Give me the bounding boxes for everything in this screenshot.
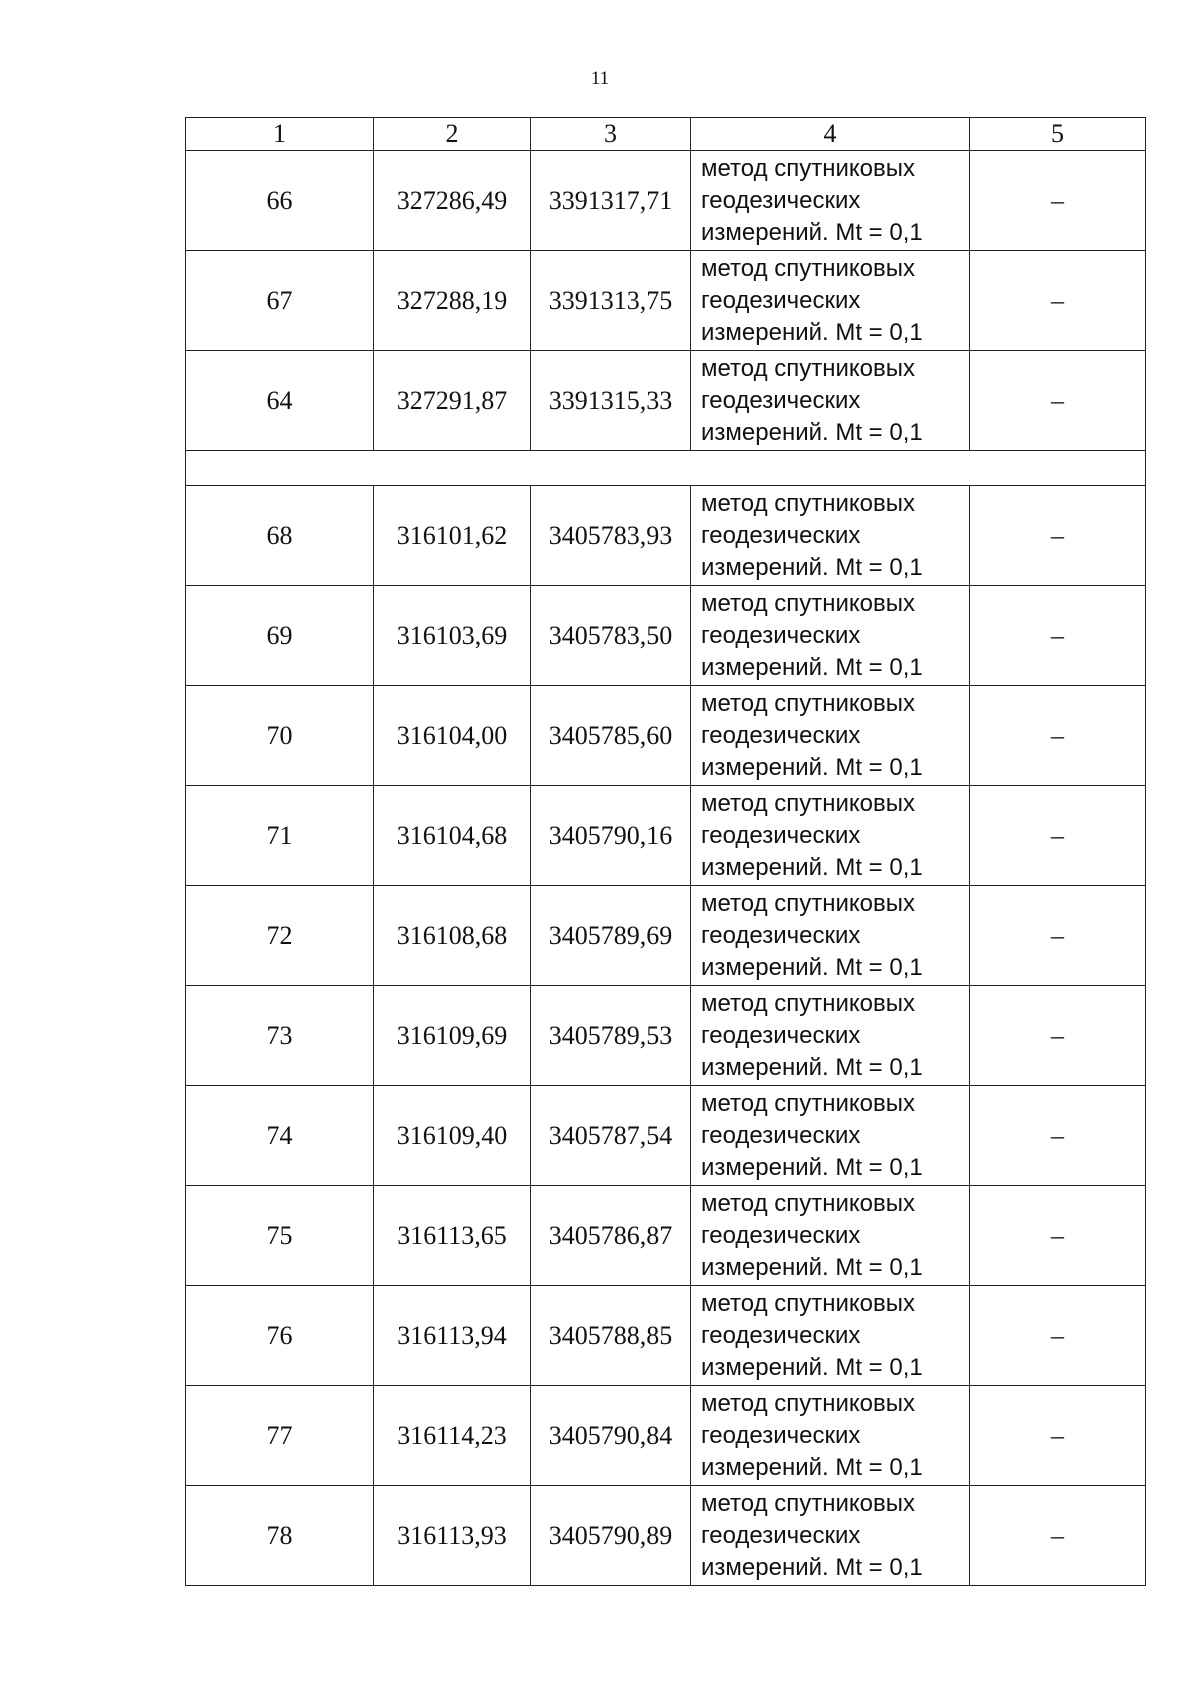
note-cell: – [970, 251, 1146, 351]
table-row [186, 151, 1146, 251]
point-number-cell: 75 [186, 1186, 374, 1286]
method-line: геодезических [701, 1221, 861, 1249]
method-line: измерений. Mt = 0,1 [701, 553, 923, 581]
table-row [186, 1086, 1146, 1186]
method-line: геодезических [701, 1521, 861, 1549]
table-row [186, 786, 1146, 886]
method-cell [691, 1286, 970, 1386]
x-coordinate-cell: 316109,69 [374, 986, 531, 1086]
x-coordinate-cell: 316108,68 [374, 886, 531, 986]
method-line: геодезических [701, 921, 861, 949]
y-coordinate-cell: 3405785,60 [531, 686, 691, 786]
y-coordinate-cell: 3405790,89 [531, 1486, 691, 1586]
y-coordinate-cell: 3405783,50 [531, 586, 691, 686]
y-coordinate-cell: 3391313,75 [531, 251, 691, 351]
y-coordinate-cell: 3405786,87 [531, 1186, 691, 1286]
method-line: геодезических [701, 721, 861, 749]
x-coordinate-cell: 316113,94 [374, 1286, 531, 1386]
method-cell [691, 486, 970, 586]
method-cell [691, 786, 970, 886]
method-line: метод спутниковых [701, 589, 916, 617]
column-header-3: 3 [531, 118, 691, 151]
y-coordinate-cell: 3405789,69 [531, 886, 691, 986]
column-header-5: 5 [970, 118, 1146, 151]
method-cell [691, 886, 970, 986]
coordinates-table-body [186, 118, 1146, 1586]
method-line: геодезических [701, 1321, 861, 1349]
note-cell: – [970, 1186, 1146, 1286]
point-number-cell: 67 [186, 251, 374, 351]
column-header-4: 4 [691, 118, 970, 151]
method-cell [691, 586, 970, 686]
method-line: метод спутниковых [701, 689, 916, 717]
x-coordinate-cell: 316114,23 [374, 1386, 531, 1486]
method-line: геодезических [701, 286, 861, 314]
method-line: геодезических [701, 386, 861, 414]
table-row [186, 351, 1146, 451]
point-number-cell: 73 [186, 986, 374, 1086]
note-cell: – [970, 486, 1146, 586]
point-number-cell: 66 [186, 151, 374, 251]
method-line: измерений. Mt = 0,1 [701, 1053, 923, 1081]
point-number-cell: 69 [186, 586, 374, 686]
x-coordinate-cell: 316113,93 [374, 1486, 531, 1586]
table-row [186, 251, 1146, 351]
table-row [186, 1386, 1146, 1486]
separator-row [186, 451, 1146, 486]
x-coordinate-cell: 316101,62 [374, 486, 531, 586]
method-line: геодезических [701, 186, 861, 214]
y-coordinate-cell: 3405790,16 [531, 786, 691, 886]
method-line: метод спутниковых [701, 489, 916, 517]
column-header-2: 2 [374, 118, 531, 151]
note-cell: – [970, 351, 1146, 451]
table-row [186, 1486, 1146, 1586]
method-line: метод спутниковых [701, 1089, 916, 1117]
method-line: измерений. Mt = 0,1 [701, 653, 923, 681]
method-line: геодезических [701, 1121, 861, 1149]
method-line: измерений. Mt = 0,1 [701, 853, 923, 881]
note-cell: – [970, 886, 1146, 986]
point-number-cell: 64 [186, 351, 374, 451]
separator-cell [186, 451, 1146, 486]
method-line: измерений. Mt = 0,1 [701, 753, 923, 781]
note-cell: – [970, 1086, 1146, 1186]
x-coordinate-cell: 316113,65 [374, 1186, 531, 1286]
page-number: 11 [590, 68, 610, 89]
note-cell: – [970, 151, 1146, 251]
method-line: метод спутниковых [701, 354, 916, 382]
y-coordinate-cell: 3405788,85 [531, 1286, 691, 1386]
method-line: геодезических [701, 1021, 861, 1049]
note-cell: – [970, 586, 1146, 686]
method-line: измерений. Mt = 0,1 [701, 1353, 923, 1381]
method-line: измерений. Mt = 0,1 [701, 953, 923, 981]
note-cell: – [970, 1486, 1146, 1586]
point-number-cell: 78 [186, 1486, 374, 1586]
method-cell [691, 351, 970, 451]
note-cell: – [970, 786, 1146, 886]
method-line: метод спутниковых [701, 789, 916, 817]
y-coordinate-cell: 3405783,93 [531, 486, 691, 586]
method-line: метод спутниковых [701, 1389, 916, 1417]
method-cell [691, 1486, 970, 1586]
method-line: метод спутниковых [701, 154, 916, 182]
point-number-cell: 68 [186, 486, 374, 586]
method-cell [691, 151, 970, 251]
method-line: геодезических [701, 521, 861, 549]
method-cell [691, 986, 970, 1086]
method-line: геодезических [701, 821, 861, 849]
point-number-cell: 72 [186, 886, 374, 986]
table-row [186, 686, 1146, 786]
method-line: метод спутниковых [701, 989, 916, 1017]
method-line: измерений. Mt = 0,1 [701, 318, 923, 346]
y-coordinate-cell: 3391315,33 [531, 351, 691, 451]
point-number-cell: 74 [186, 1086, 374, 1186]
x-coordinate-cell: 327288,19 [374, 251, 531, 351]
column-header-1: 1 [186, 118, 374, 151]
x-coordinate-cell: 316109,40 [374, 1086, 531, 1186]
table-row [186, 986, 1146, 1086]
table-row [186, 1286, 1146, 1386]
method-line: метод спутниковых [701, 254, 916, 282]
method-cell [691, 1186, 970, 1286]
method-line: метод спутниковых [701, 1289, 916, 1317]
header-row [186, 118, 1146, 151]
method-line: метод спутниковых [701, 1189, 916, 1217]
method-line: геодезических [701, 1421, 861, 1449]
table-row [186, 586, 1146, 686]
y-coordinate-cell: 3405790,84 [531, 1386, 691, 1486]
method-line: измерений. Mt = 0,1 [701, 1153, 923, 1181]
method-line: метод спутниковых [701, 1489, 916, 1517]
note-cell: – [970, 1386, 1146, 1486]
table-row [186, 1186, 1146, 1286]
point-number-cell: 76 [186, 1286, 374, 1386]
x-coordinate-cell: 327291,87 [374, 351, 531, 451]
method-line: измерений. Mt = 0,1 [701, 1253, 923, 1281]
y-coordinate-cell: 3405787,54 [531, 1086, 691, 1186]
point-number-cell: 70 [186, 686, 374, 786]
method-line: измерений. Mt = 0,1 [701, 1453, 923, 1481]
point-number-cell: 77 [186, 1386, 374, 1486]
note-cell: – [970, 986, 1146, 1086]
method-cell [691, 1086, 970, 1186]
method-line: измерений. Mt = 0,1 [701, 218, 923, 246]
method-line: измерений. Mt = 0,1 [701, 418, 923, 446]
x-coordinate-cell: 327286,49 [374, 151, 531, 251]
table-row [186, 486, 1146, 586]
method-cell [691, 686, 970, 786]
coordinates-table [185, 117, 1146, 1586]
method-line: метод спутниковых [701, 889, 916, 917]
x-coordinate-cell: 316104,00 [374, 686, 531, 786]
note-cell: – [970, 1286, 1146, 1386]
y-coordinate-cell: 3405789,53 [531, 986, 691, 1086]
table-row [186, 886, 1146, 986]
method-line: измерений. Mt = 0,1 [701, 1553, 923, 1581]
x-coordinate-cell: 316103,69 [374, 586, 531, 686]
y-coordinate-cell: 3391317,71 [531, 151, 691, 251]
note-cell: – [970, 686, 1146, 786]
method-line: геодезических [701, 621, 861, 649]
x-coordinate-cell: 316104,68 [374, 786, 531, 886]
point-number-cell: 71 [186, 786, 374, 886]
method-cell [691, 251, 970, 351]
method-cell [691, 1386, 970, 1486]
